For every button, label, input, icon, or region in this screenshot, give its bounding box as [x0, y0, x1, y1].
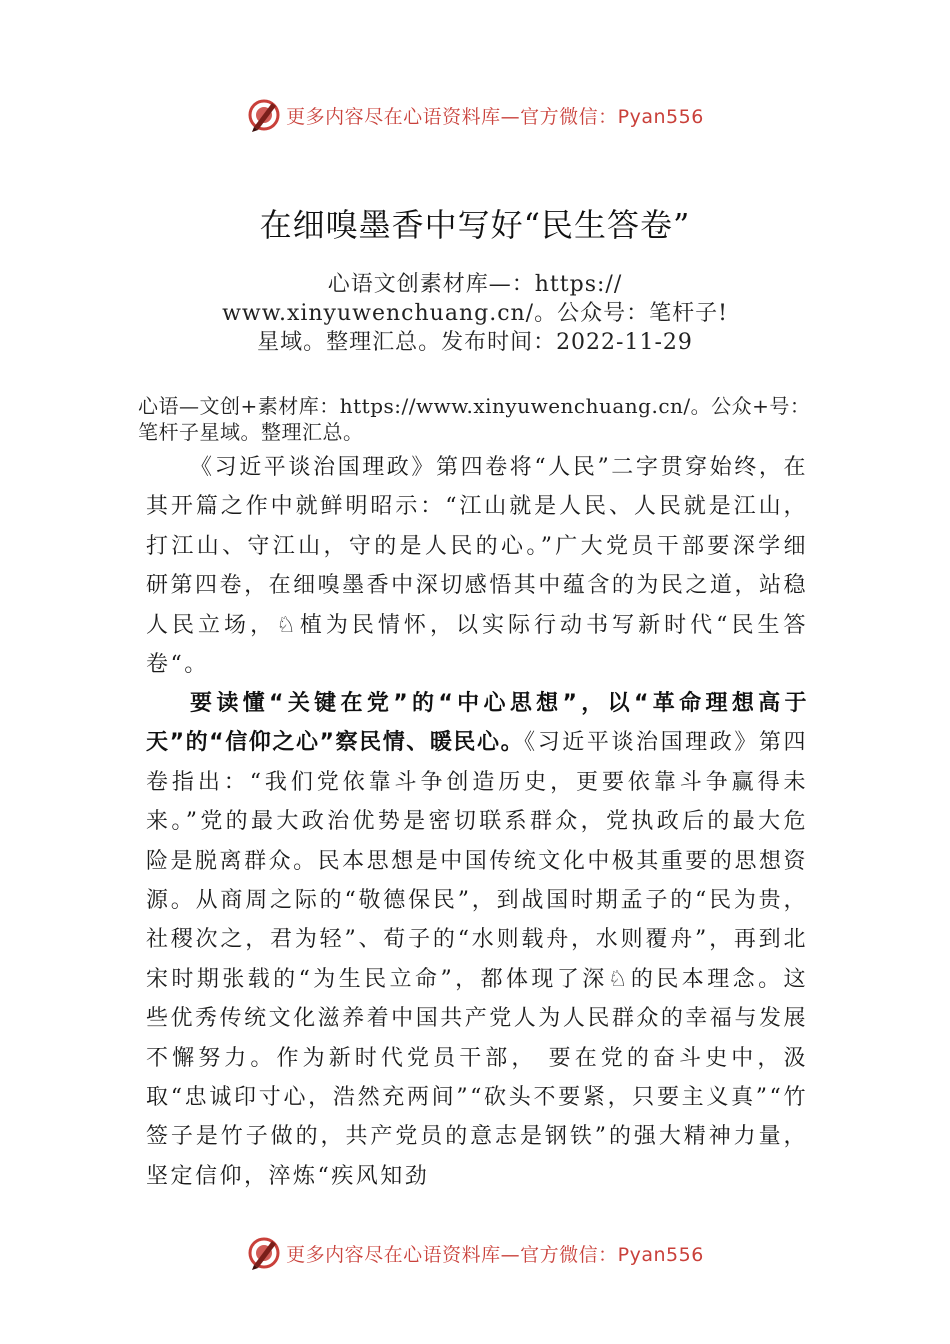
source-note: 心语—文创+素材库：https://www.xinyuwenchuang.cn/。公众+号：笔杆子星域。整理汇总。	[138, 394, 811, 444]
meta-line-2: www.xinyuwenchuang.cn/。公众号：笔杆子!	[222, 301, 728, 326]
pen-logo-icon	[246, 97, 282, 133]
paragraph-2-lead: 要读懂“关键在党”的“中心思想”，以“革命理想高于天”的“信仰之心”察民情、暖民心。	[146, 691, 808, 756]
paragraph-2	[146, 684, 808, 1196]
header-banner-text: 更多内容尽在心语资料库—官方微信：Pyan556	[286, 105, 704, 128]
paragraph-2-body: 《习近平谈治国理政》第四卷指出：“我们党依靠斗争创造历史，更要依靠斗争赢得未来。”党的最大政治优势是密切联系群众，党执政后的最大危险是脱离群众。民本思想是中国传统文化中极其重要的思想资源。从商周之际的“敬德保民”，到战国时期孟子的“民为贵，社稷次之，君为轻”、荀子的“水则载舟，水则覆舟”，再到北宋时期张载的“为生民立命”，都体现了深♘的民本理念。这些优秀传统文化滋养着中国共产党人为人民群众的幸福与发展不懈努力。作为新时代党员干部， 要在党的奋斗史中，汲取“忠诚印寸心，浩然充两间”“砍头不要紧，只要主义真”“竹签子是竹子做的，共产党员的意志是钢铁”的强大精神力量，坚定信仰，淬炼“疾风知劲	[146, 730, 808, 1189]
header-banner	[0, 95, 950, 135]
footer-banner	[0, 1233, 950, 1273]
document-title: 在细嗅墨香中写好“民生答卷”	[259, 206, 691, 244]
footer-banner-text: 更多内容尽在心语资料库—官方微信：Pyan556	[286, 1243, 704, 1266]
paragraph-1: 《习近平谈治国理政》第四卷将“人民”二字贯穿始终，在其开篇之作中就鲜明昭示：“江山就是人民、人民就是江山，打江山、守江山，守的是人民的心。”广大党员干部要深学细研第四卷，在细嗅墨香中深切感悟其中蕴含的为民之道，站稳人民立场，♘植为民情怀，以实际行动书写新时代“民生答卷“。	[146, 455, 808, 678]
meta-line-1: 心语文创素材库—：https://	[327, 272, 623, 297]
meta-line-3: 星域。整理汇总。发布时间：2022-11-29	[257, 330, 693, 355]
pen-logo-icon	[246, 1235, 282, 1271]
document-meta	[180, 270, 770, 357]
